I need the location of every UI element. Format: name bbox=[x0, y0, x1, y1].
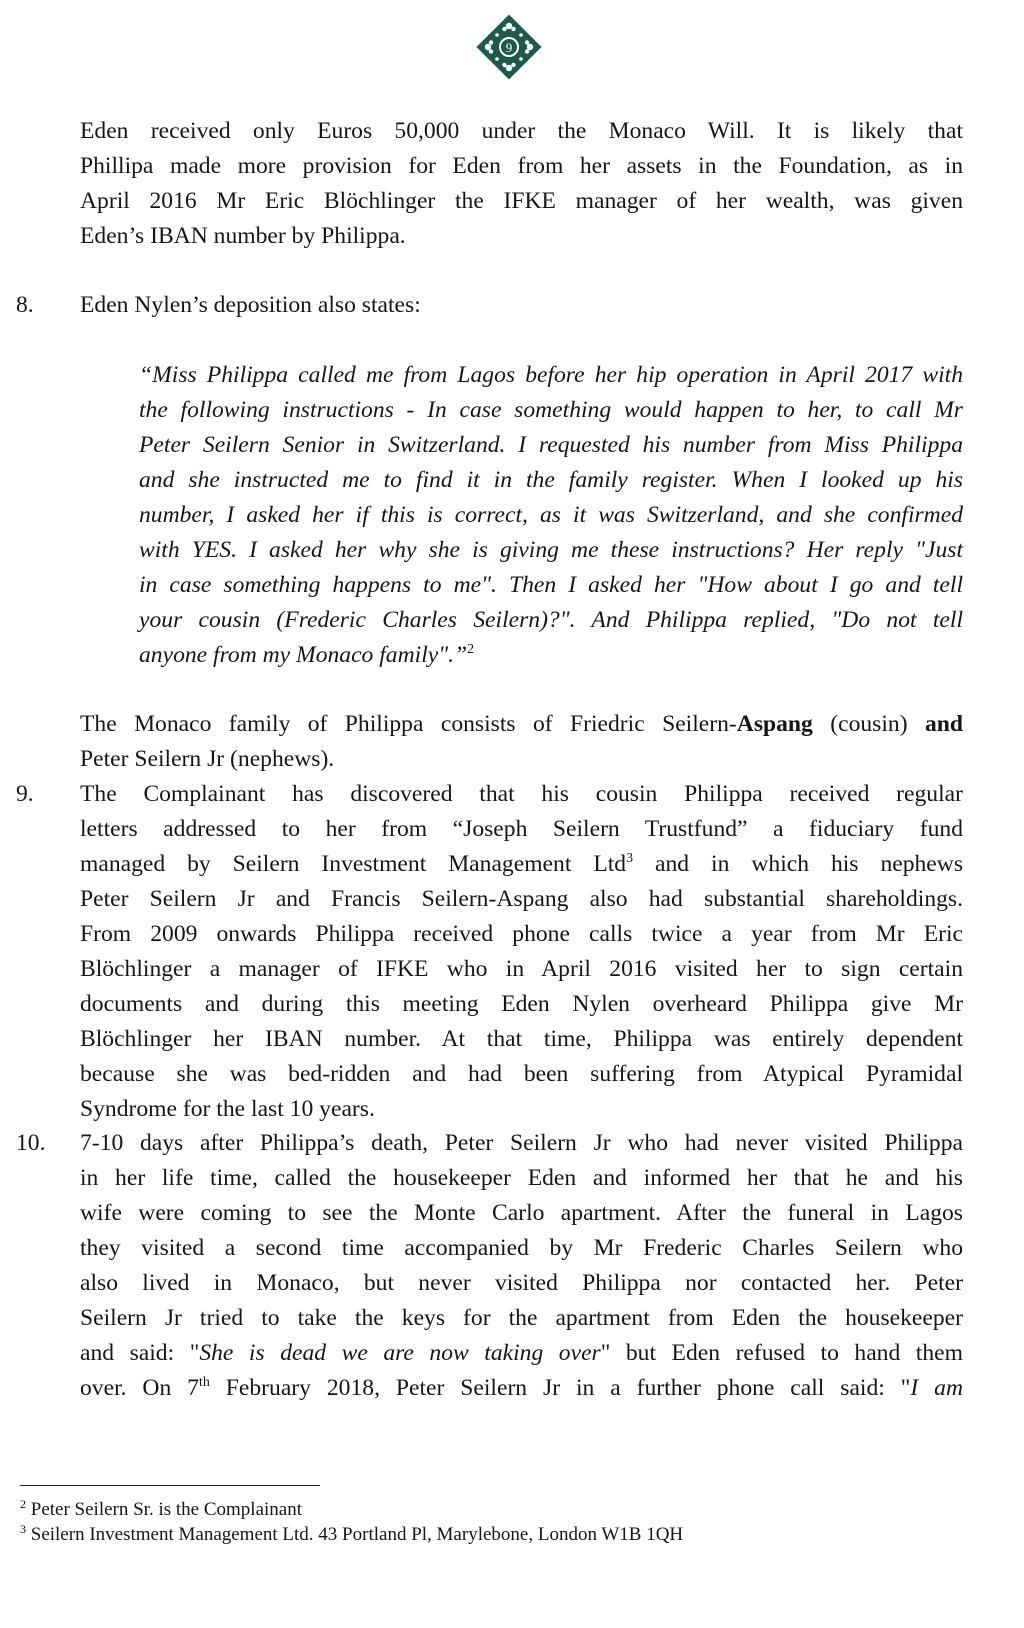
text-line: April 2016 Mr Eric Blöchlinger the IFKE manager of her wealth, was given bbox=[80, 188, 963, 214]
text-line: Eden’s IBAN number by Philippa. bbox=[80, 223, 406, 249]
text-line bbox=[80, 1336, 963, 1371]
text-line: Peter Seilern Jr and Francis Seilern-Aspang also had substantial shareholdings. bbox=[80, 886, 963, 912]
text-run: over. On 7 bbox=[80, 1375, 199, 1401]
footnote-ref: 2 bbox=[467, 642, 475, 657]
text-line: they visited a second time accompanied by Mr Frederic Charles Seilern who bbox=[80, 1235, 963, 1261]
text-line: Blöchlinger her IBAN number. At that time, Philippa was entirely dependent bbox=[80, 1026, 963, 1052]
text-line bbox=[80, 707, 963, 742]
text-line: Eden Nylen’s deposition also states: bbox=[80, 292, 421, 318]
footnote-number: 2 bbox=[20, 1497, 26, 1511]
quote-line: your cousin (Frederic Charles Seilern)?". And Philippa replied, "Do not tell bbox=[139, 607, 963, 633]
text-line: 7-10 days after Philippa’s death, Peter Seilern Jr who had never visited Philippa bbox=[80, 1130, 963, 1156]
quote-line: “Miss Philippa called me from Lagos before her hip operation in April 2017 with bbox=[139, 362, 963, 388]
footnote-divider bbox=[20, 1485, 320, 1486]
paragraph-number: 10. bbox=[16, 1130, 46, 1156]
text-line: because she was bed-ridden and had been suffering from Atypical Pyramidal bbox=[80, 1061, 963, 1087]
text-line: Phillipa made more provision for Eden from her assets in the Foundation, as in bbox=[80, 153, 963, 179]
text-run: managed by Seilern Investment Management Ltd bbox=[80, 851, 627, 877]
paragraph-number: 8. bbox=[16, 292, 34, 318]
text-line: The Complainant has discovered that his cousin Philippa received regular bbox=[80, 781, 963, 807]
text-line: in her life time, called the housekeeper Eden and informed her that he and his bbox=[80, 1165, 963, 1191]
text-line: letters addressed to her from “Joseph Seilern Trustfund” a fiduciary fund bbox=[80, 816, 963, 842]
text-run: February 2018, Peter Seilern Jr in a further phone call said: " bbox=[209, 1375, 911, 1401]
text-run: The Monaco family of Philippa consists of Friedric Seilern- bbox=[80, 711, 737, 737]
quote-line: in case something happens to me". Then I asked her "How about I go and tell bbox=[139, 572, 963, 598]
quote-line: number, I asked her if this is correct, as it was Switzerland, and she confirmed bbox=[139, 502, 963, 528]
footnote-text: Peter Seilern Sr. is the Complainant bbox=[30, 1499, 302, 1520]
quote-line: Peter Seilern Senior in Switzerland. I requested his number from Miss Philippa bbox=[139, 432, 963, 458]
quote-line: the following instructions - In case something would happen to her, to call Mr bbox=[139, 397, 963, 423]
text-line: From 2009 onwards Philippa received phone calls twice a year from Mr Eric bbox=[80, 921, 963, 947]
bold-text: Aspang bbox=[736, 711, 813, 737]
quote-line bbox=[139, 638, 963, 673]
text-line: also lived in Monaco, but never visited Philippa nor contacted her. Peter bbox=[80, 1270, 963, 1296]
footnote-number: 3 bbox=[20, 1522, 26, 1536]
italic-quote: I am bbox=[910, 1375, 963, 1401]
footnote-text: Seilern Investment Management Ltd. 43 Portland Pl, Marylebone, London W1B 1QH bbox=[30, 1524, 684, 1545]
text-line bbox=[80, 1371, 963, 1406]
quote-line: and she instructed me to find it in the family register. When I looked up his bbox=[139, 467, 963, 493]
text-run: and said: " bbox=[80, 1340, 200, 1366]
text-line: wife were coming to see the Monte Carlo apartment. After the funeral in Lagos bbox=[80, 1200, 963, 1226]
svg-text:9: 9 bbox=[505, 40, 513, 55]
text-run: and in which his nephews bbox=[633, 851, 963, 877]
footnote-ref: 3 bbox=[626, 851, 634, 866]
bold-text: and bbox=[924, 711, 963, 737]
text-line: Seilern Jr tried to take the keys for the apartment from Eden the housekeeper bbox=[80, 1305, 963, 1331]
text-line bbox=[80, 847, 963, 882]
footnote bbox=[20, 1498, 302, 1522]
text-line: Syndrome for the last 10 years. bbox=[80, 1096, 375, 1122]
ornament-diamond-icon bbox=[472, 10, 546, 84]
text-line: Blöchlinger a manager of IFKE who in April 2016 visited her to sign certain bbox=[80, 956, 963, 982]
text-line: Peter Seilern Jr (nephews). bbox=[80, 746, 335, 772]
text-run: " but Eden refused to hand them bbox=[600, 1340, 963, 1366]
footnote bbox=[20, 1523, 683, 1547]
paragraph-number: 9. bbox=[16, 781, 34, 807]
quote-line: with YES. I asked her why she is giving me these instructions? Her reply "Just bbox=[139, 537, 963, 563]
quote-last-text: anyone from my Monaco family".” bbox=[139, 642, 468, 668]
text-line: Eden received only Euros 50,000 under the Monaco Will. It is likely that bbox=[80, 118, 963, 144]
text-run: (cousin) bbox=[812, 711, 925, 737]
ordinal-suffix: th bbox=[198, 1375, 210, 1390]
text-line: documents and during this meeting Eden Nylen overheard Philippa give Mr bbox=[80, 991, 963, 1017]
italic-quote: She is dead we are now taking over bbox=[199, 1340, 601, 1366]
